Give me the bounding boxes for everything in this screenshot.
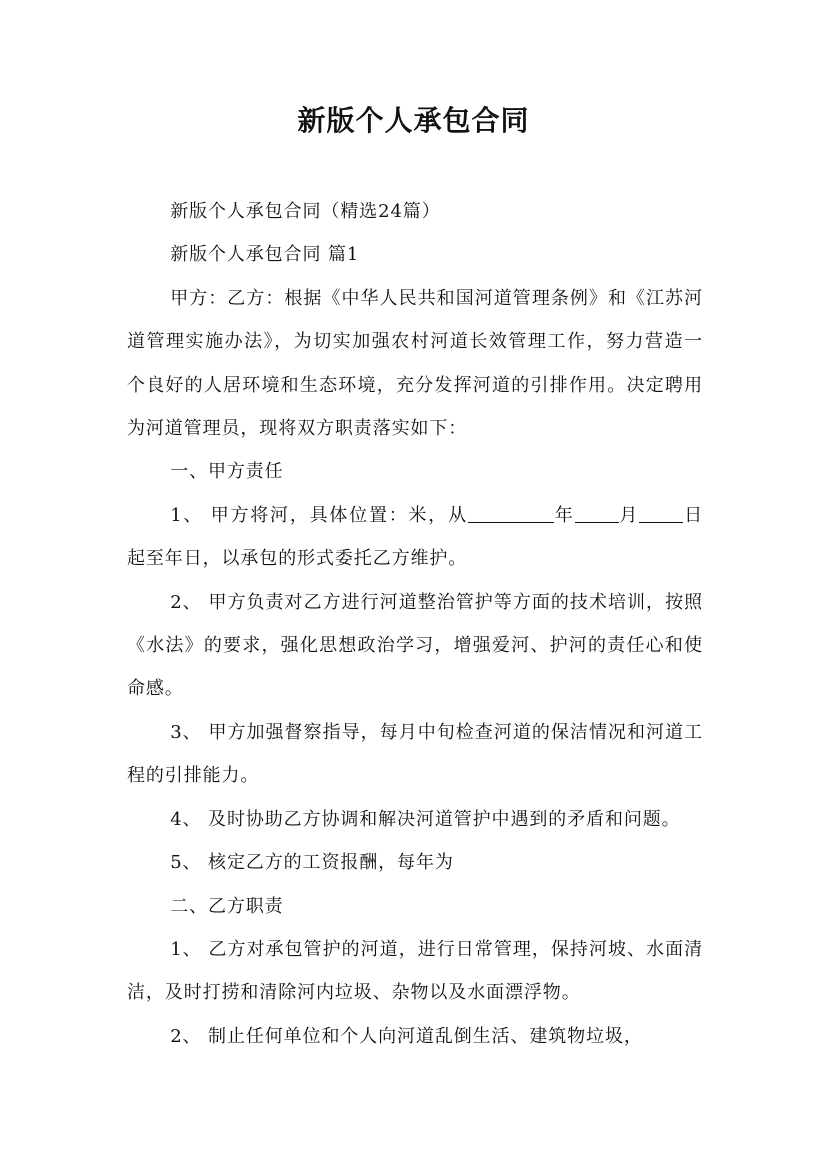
party-b-item-2: 2、 制止任何单位和个人向河道乱倒生活、建筑物垃圾， (170, 1025, 643, 1047)
party-a-heading: 一、甲方责任 (170, 461, 284, 483)
start-day-blank (468, 504, 554, 523)
document-body (127, 190, 703, 1058)
document-title: 新版个人承包合同 (297, 104, 530, 137)
party-a-item-1 (127, 494, 703, 581)
month-label: 月 (618, 504, 640, 526)
party-b-item-1: 1、 乙方对承包管护的河道，进行日常管理，保持河坡、水面清洁，及时打捞和清除河内垃圾、杂物以及水面漂浮物。 (127, 938, 703, 1004)
party-a-item-2: 2、 甲方负责对乙方进行河道整治管护等方面的技术培训，按照《水法》的要求，强化思想政治学习，增强爱河、护河的责任心和使命感。 (127, 591, 703, 700)
party-a-item-5: 5、 核定乙方的工资报酬，每年为 (170, 852, 454, 874)
item-1-text-before: 1、 甲方将河，具体位置：米，从 (170, 504, 468, 526)
party-a-item-4: 4、 及时协助乙方协调和解决河道管护中遇到的矛盾和问题。 (170, 808, 681, 830)
party-a-item-3: 3、 甲方加强督察指导，每月中旬检查河道的保洁情况和河道工程的引排能力。 (127, 721, 703, 787)
month-blank (575, 504, 619, 523)
item-1-text-after: 日起至年日，以承包的形式委托乙方维护。 (127, 504, 704, 570)
year-label: 年 (553, 504, 575, 526)
party-b-heading: 二、乙方职责 (170, 895, 284, 917)
intro-paragraph: 甲方：乙方：根据《中华人民共和国河道管理条例》和《江苏河道管理实施办法》，为切实加强农村河道长效管理工作，努力营造一个良好的人居环境和生态环境，充分发挥河道的引排作用。决定聘用为河道管理员，现将双方职责落实如下： (127, 287, 703, 440)
section-heading: 新版个人承包合同 篇1 (170, 244, 360, 266)
day-blank (639, 504, 683, 523)
document-subtitle: 新版个人承包合同（精选24篇） (170, 201, 441, 222)
